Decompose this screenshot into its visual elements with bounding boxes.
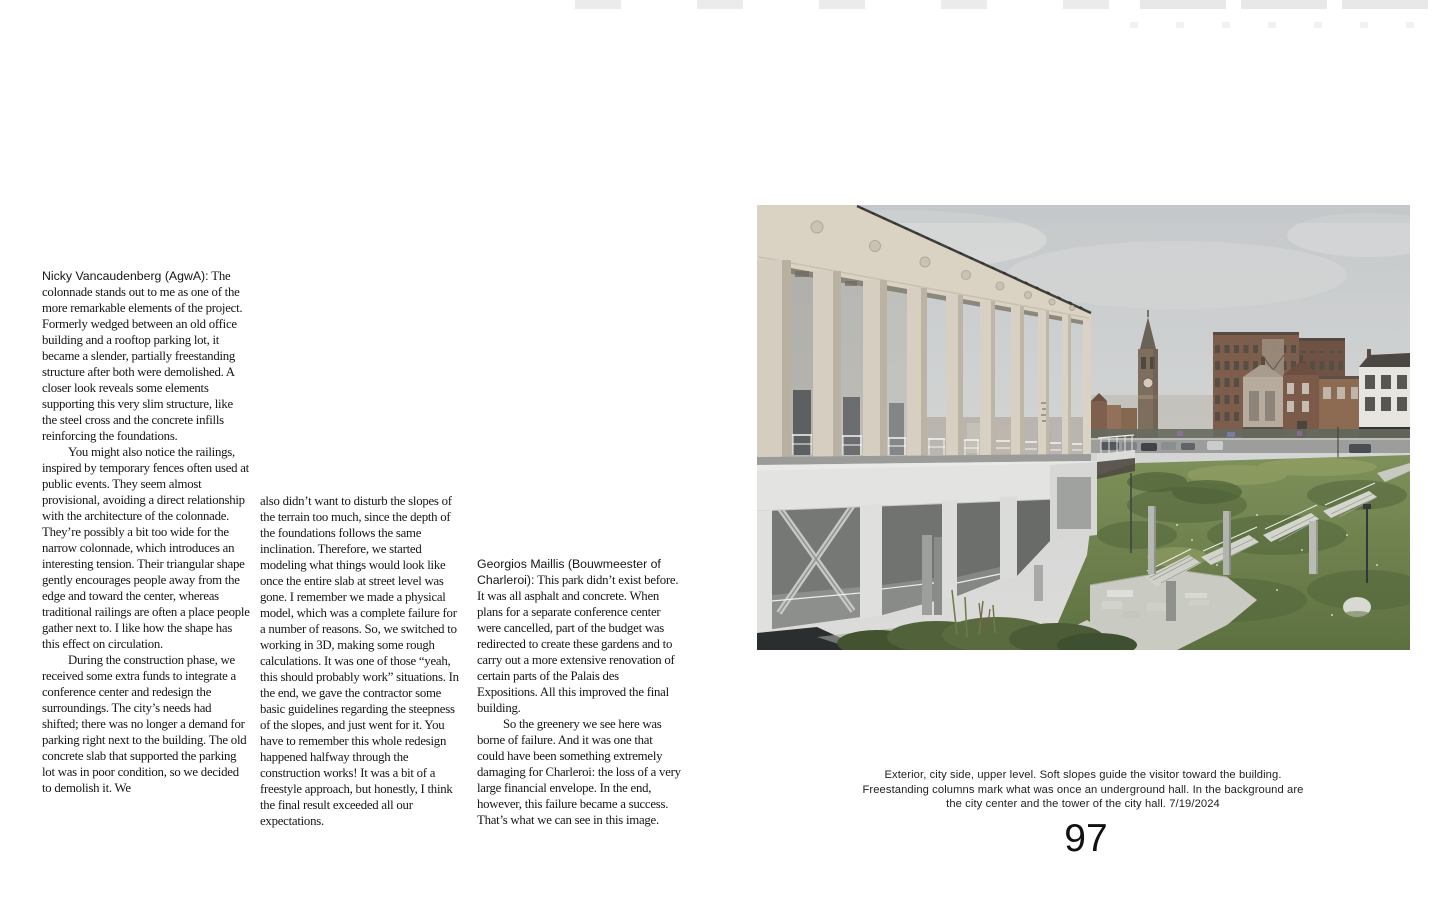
paragraph: So the greenery we see here was borne of failure. And it was one that could have been something extremely damaging for Charleroi: the loss of a very large financial envelope. In the end, however, this failure became a success. That’s what we can see in this image.: [477, 717, 681, 827]
paragraph: You might also notice the railings, inspired by temporary fences often used at public events. They seem almost provisional, avoiding a direct relationship with the architecture of the colonnade. They’re possibly a bit too wide for the narrow colonnade, which introduces an interesting tension. Their triangular shape gently encourages people away from the edge and toward the center, whereas traditional railings are often a place people gather next to. I like how the shape has this effect on circulation.: [42, 445, 250, 651]
photo-palais-expositions-colonnade: [757, 205, 1410, 650]
paragraph: also didn’t want to disturb the slopes of the terrain too much, since the depth of the foundations follows the same inclination. Therefore, we started modeling what things would look like once the entire slab at street level was gone. I remember we made a physical model, which was a complete failure for a number of reasons. So, we switched to working in 3D, making some rough calculations. It was one of those “yeah, this should probably work” situations. In the end, we gave the contractor some basic guidelines regarding the steepness of the slopes, and just went for it. You have to remember this whole redesign happened halfway through the construction works! It was a bit of a freestyle approach, but honestly, I think the final result exceeded all our expectations.: [260, 494, 459, 828]
scan-artifact-row: [1130, 22, 1440, 28]
speaker-name: Georgios Maillis (Bouwmeester of Charleroi):: [477, 557, 661, 587]
paragraph: [477, 556, 681, 716]
paragraph-text: The colonnade stands out to me as one of the more remarkable elements of the project. Formerly wedged between an old office building and a rooftop parking lot, it became a slender, partially freestanding structure after both were demolished. A closer look reveals some elements supporting this very slim structure, like the steel cross and the concrete infills reinforcing the foundations.: [42, 269, 243, 443]
speaker-name: Nicky Vancaudenberg (AgwA):: [42, 269, 209, 283]
scan-artifact-row: [1140, 0, 1440, 9]
page-number: 97: [1064, 817, 1108, 860]
paragraph: [42, 268, 250, 444]
paragraph-text: This park didn’t exist before. It was all asphalt and concrete. When plans for a separate conference center were cancelled, part of the budget was redirected to create these gardens and to carry out a more extensive renovation of certain parts of the Palais des Expositions. All this improved the final building.: [477, 573, 679, 715]
text-column-3: [477, 556, 681, 828]
scan-artifact-row: [575, 0, 1140, 9]
photo-caption: Exterior, city side, upper level. Soft slopes guide the visitor toward the building. Freestanding columns mark what was once an underground hall. In the background are the city center and the tower of the city hall. 7/19/2024: [862, 769, 1304, 810]
text-column-2: [260, 493, 462, 829]
paragraph: During the construction phase, we received some extra funds to integrate a conference center and redesign the surroundings. The city’s needs had shifted; there was no longer a demand for parking right next to the building. The old concrete slab that supported the parking lot was in poor condition, so we decided to demolish it. We: [42, 653, 247, 795]
text-column-1: [42, 268, 250, 796]
